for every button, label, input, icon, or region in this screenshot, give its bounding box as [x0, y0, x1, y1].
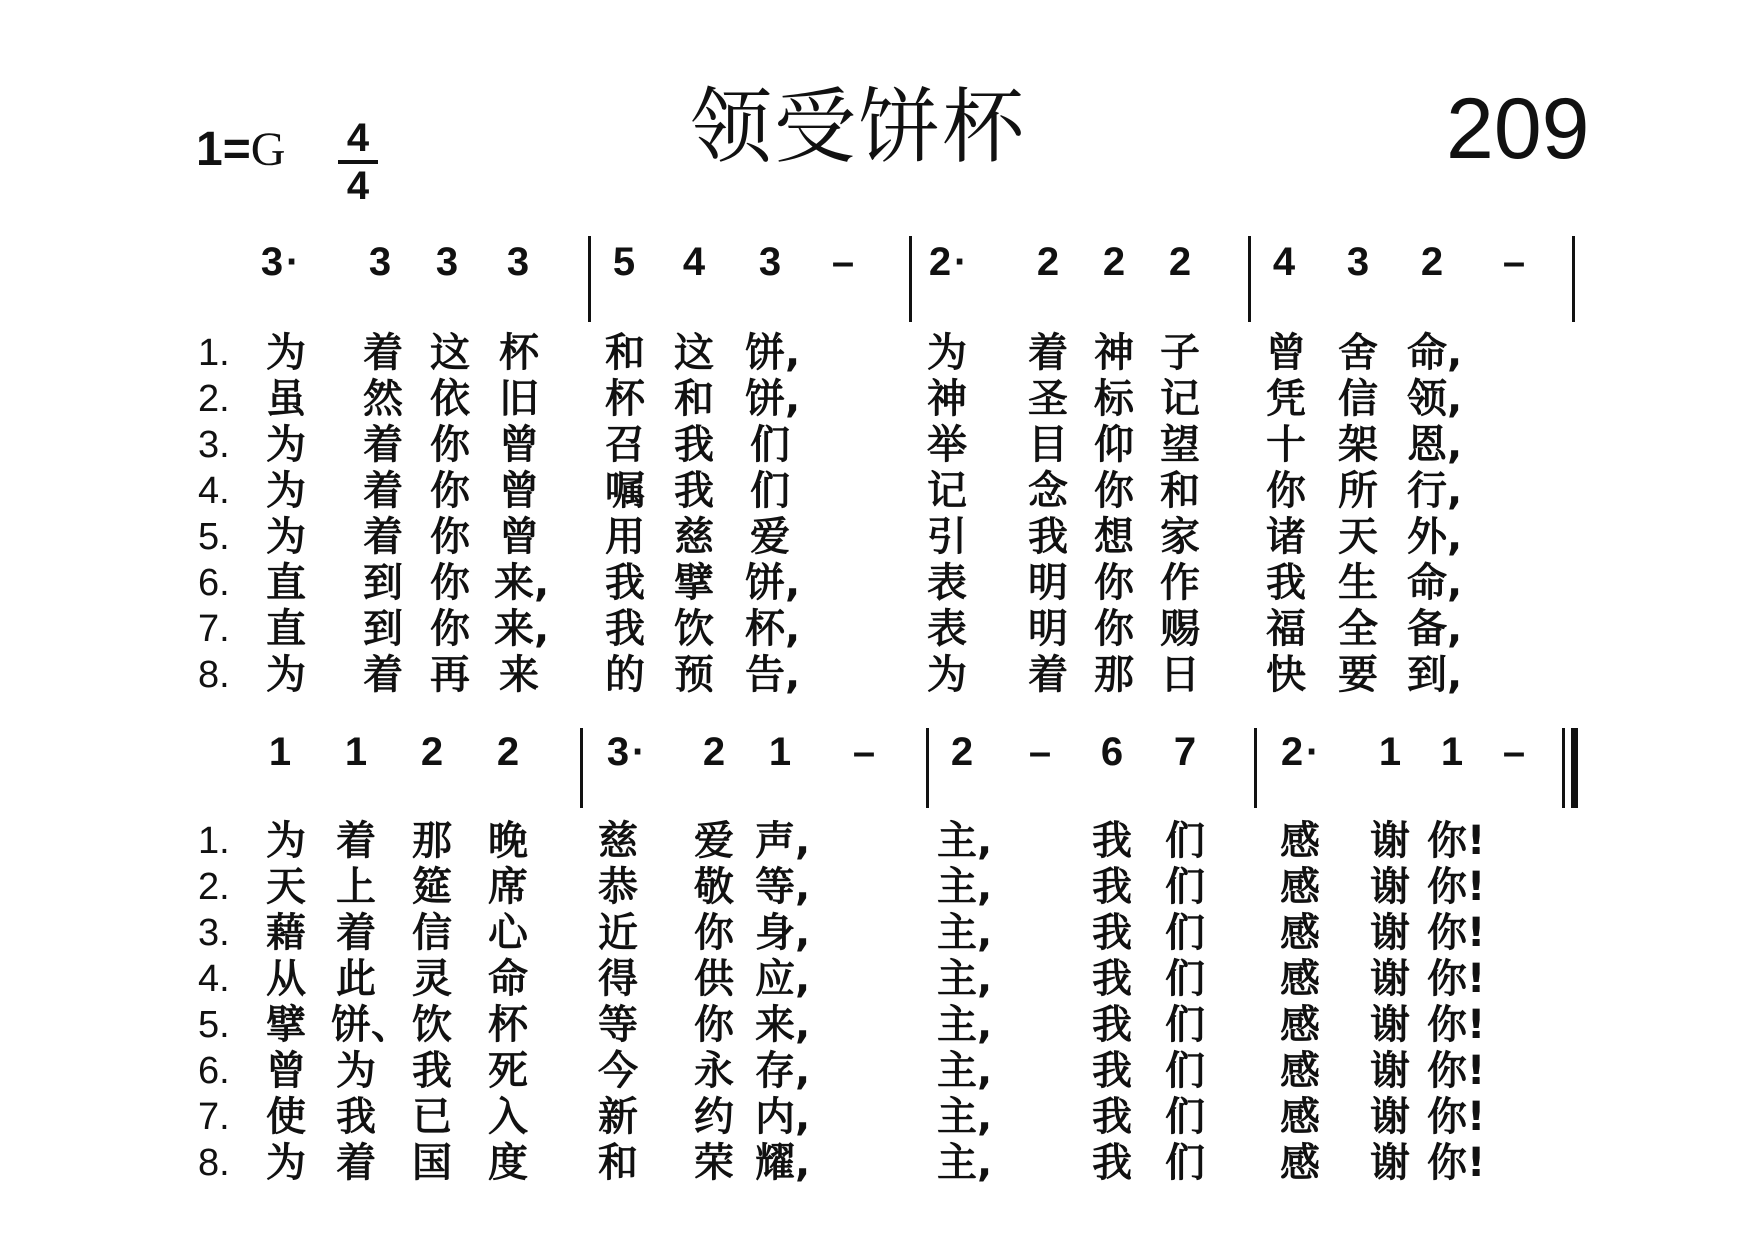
lyric-char: 杯 [499, 330, 539, 376]
lyric-char: 记 [927, 468, 967, 514]
lyric-char: 到 [363, 606, 403, 652]
augmentation-dot: · [1306, 730, 1320, 774]
lyric-char: 饼, [745, 560, 801, 606]
lyric-char: 感 [1280, 1140, 1320, 1186]
note: – [1028, 730, 1052, 774]
lyric-char: 和 [598, 1140, 638, 1186]
lyric-char: 我 [1092, 1048, 1132, 1094]
lyric-char: 爱 [694, 818, 734, 864]
lyric-char: 信 [412, 910, 452, 956]
lyric-char: 你! [1427, 956, 1486, 1002]
lyric-char: 谢 [1370, 910, 1410, 956]
verse-number: 6. [198, 562, 230, 604]
lyric-char: 谢 [1370, 956, 1410, 1002]
lyric-char: 信 [1338, 376, 1378, 422]
time-signature-top: 4 [346, 116, 370, 160]
lyric-char: 们 [1165, 1048, 1205, 1094]
note: 3 [758, 240, 782, 284]
lyric-char: 圣 [1028, 376, 1068, 422]
lyric-char: 神 [927, 376, 967, 422]
lyric-char: 擘 [674, 560, 714, 606]
lyric-char: 我 [1092, 1002, 1132, 1048]
lyric-char: 外, [1407, 514, 1463, 560]
note: – [852, 730, 876, 774]
key-prefix: 1= [196, 123, 251, 176]
lyric-char: 新 [598, 1094, 638, 1140]
note: – [1502, 730, 1526, 774]
lyric-char: 标 [1094, 376, 1134, 422]
lyric-char: 诸 [1266, 514, 1306, 560]
lyric-char: 杯 [488, 1002, 528, 1048]
lyric-char: 快 [1266, 652, 1306, 698]
note: 1 [768, 730, 792, 774]
lyric-char: 神 [1094, 330, 1134, 376]
time-signature-bottom: 4 [346, 164, 370, 208]
lyric-char: 你 [694, 1002, 734, 1048]
lyric-char: 那 [1094, 652, 1134, 698]
lyric-char: 十 [1266, 422, 1306, 468]
lyric-char: 为 [266, 818, 306, 864]
lyric-char: 饼、 [331, 1002, 411, 1048]
lyric-char: 着 [363, 330, 403, 376]
lyric-char: 你! [1427, 1002, 1486, 1048]
lyric-char: 你! [1427, 1048, 1486, 1094]
lyric-char: 感 [1280, 956, 1320, 1002]
lyric-char: 为 [927, 652, 967, 698]
lyric-char: 望 [1160, 422, 1200, 468]
lyric-char: 恩, [1407, 422, 1463, 468]
lyric-char: 表 [927, 606, 967, 652]
lyric-char: 和 [674, 376, 714, 422]
lyric-char: 备, [1407, 606, 1463, 652]
lyric-char: 内, [755, 1094, 811, 1140]
lyric-char: 主, [937, 1048, 993, 1094]
lyric-char: 感 [1280, 1002, 1320, 1048]
lyric-char: 到, [1407, 652, 1463, 698]
lyric-char: 天 [1338, 514, 1378, 560]
lyric-char: 感 [1280, 1094, 1320, 1140]
lyric-char: 供 [694, 956, 734, 1002]
lyric-char: 们 [1165, 956, 1205, 1002]
note: 3 [435, 240, 459, 284]
lyric-char: 你 [430, 606, 470, 652]
lyric-char: 们 [1165, 1094, 1205, 1140]
lyric-char: 曾 [1266, 330, 1306, 376]
note: 2 [950, 730, 974, 774]
key-letter: G [250, 123, 286, 176]
lyric-char: 念 [1028, 468, 1068, 514]
lyric-char: 筵 [412, 864, 452, 910]
lyric-char: 表 [927, 560, 967, 606]
lyric-char: 我 [1092, 910, 1132, 956]
lyric-char: 这 [430, 330, 470, 376]
lyric-char: 我 [674, 422, 714, 468]
verse-number: 1. [198, 332, 230, 374]
note: 7 [1173, 730, 1197, 774]
lyric-char: 上 [336, 864, 376, 910]
note: 6 [1100, 730, 1124, 774]
key-signature [196, 122, 285, 177]
lyric-char: 着 [336, 910, 376, 956]
lyric-char: 福 [1266, 606, 1306, 652]
verse-number: 4. [198, 470, 230, 512]
lyric-char: 着 [363, 652, 403, 698]
lyric-char: 杯, [745, 606, 801, 652]
lyric-char: 旧 [499, 376, 539, 422]
verse-number: 3. [198, 424, 230, 466]
lyric-char: 谢 [1370, 1002, 1410, 1048]
lyric-char: 我 [1092, 1140, 1132, 1186]
lyric-char: 架 [1338, 422, 1378, 468]
note: 3 [606, 730, 630, 774]
lyric-char: 主, [937, 956, 993, 1002]
lyric-char: 所 [1338, 468, 1378, 514]
lyric-char: 你! [1427, 1094, 1486, 1140]
lyric-char: 引 [927, 514, 967, 560]
lyric-char: 你! [1427, 818, 1486, 864]
note: – [1502, 240, 1526, 284]
lyric-char: 曾 [499, 422, 539, 468]
lyric-char: 谢 [1370, 1140, 1410, 1186]
note: 3 [260, 240, 284, 284]
note: 5 [612, 240, 636, 284]
lyric-char: 从 [266, 956, 306, 1002]
lyric-char: 为 [266, 1140, 306, 1186]
note: 2 [1420, 240, 1444, 284]
note: 3 [1346, 240, 1370, 284]
lyric-char: 子 [1160, 330, 1200, 376]
lyric-char: 想 [1094, 514, 1134, 560]
note: 2 [702, 730, 726, 774]
lyric-char: 荣 [694, 1140, 734, 1186]
lyric-char: 你 [430, 560, 470, 606]
lyric-char: 心 [488, 910, 528, 956]
lyric-char: 存, [755, 1048, 811, 1094]
lyric-char: 生 [1338, 560, 1378, 606]
lyric-char: 作 [1160, 560, 1200, 606]
lyric-char: 我 [1092, 818, 1132, 864]
lyric-char: 预 [674, 652, 714, 698]
note: 1 [1440, 730, 1464, 774]
barline [588, 236, 591, 322]
lyric-char: 们 [750, 422, 790, 468]
lyric-char: 为 [266, 422, 306, 468]
lyric-char: 我 [336, 1094, 376, 1140]
lyric-char: 和 [605, 330, 645, 376]
lyric-char: 记 [1160, 376, 1200, 422]
lyric-char: 声, [755, 818, 811, 864]
lyric-char: 来 [499, 652, 539, 698]
hymn-number: 209 [1446, 81, 1590, 177]
lyric-char: 晚 [488, 818, 528, 864]
lyric-char: 感 [1280, 910, 1320, 956]
lyric-char: 你! [1427, 864, 1486, 910]
lyric-char: 此 [336, 956, 376, 1002]
lyric-char: 召 [605, 422, 645, 468]
lyric-char: 着 [336, 1140, 376, 1186]
lyric-char: 你 [430, 468, 470, 514]
lyric-char: 仰 [1094, 422, 1134, 468]
lyric-char: 我 [412, 1048, 452, 1094]
lyric-char: 为 [266, 652, 306, 698]
augmentation-dot: · [286, 240, 300, 284]
lyric-char: 我 [1028, 514, 1068, 560]
barline [580, 728, 583, 808]
lyric-char: 灵 [412, 956, 452, 1002]
time-signature [338, 118, 378, 206]
note: 4 [682, 240, 706, 284]
lyric-char: 爱 [750, 514, 790, 560]
lyric-char: 着 [363, 514, 403, 560]
lyric-char: 我 [674, 468, 714, 514]
lyric-char: 主, [937, 1140, 993, 1186]
lyric-char: 等, [755, 864, 811, 910]
lyric-char: 感 [1280, 818, 1320, 864]
lyric-char: 着 [1028, 330, 1068, 376]
lyric-char: 要 [1338, 652, 1378, 698]
hymn-title: 领受饼杯 [690, 80, 1027, 175]
note: – [831, 240, 855, 284]
lyric-char: 主, [937, 864, 993, 910]
lyric-char: 到 [363, 560, 403, 606]
lyric-char: 命, [1407, 560, 1463, 606]
lyric-char: 来, [755, 1002, 811, 1048]
note: 1 [1378, 730, 1402, 774]
lyric-char: 曾 [266, 1048, 306, 1094]
lyric-char: 们 [750, 468, 790, 514]
lyric-char: 的 [605, 652, 645, 698]
lyric-char: 来, [494, 606, 550, 652]
verse-number: 2. [198, 866, 230, 908]
lyric-char: 再 [430, 652, 470, 698]
barline [1254, 728, 1257, 808]
lyric-char: 感 [1280, 864, 1320, 910]
verse-number: 5. [198, 516, 230, 558]
lyric-char: 为 [266, 514, 306, 560]
double-barline-thick [1571, 728, 1578, 808]
lyric-char: 谢 [1370, 818, 1410, 864]
lyric-char: 藉 [266, 910, 306, 956]
lyric-char: 我 [1092, 956, 1132, 1002]
lyric-char: 命, [1407, 330, 1463, 376]
note: 3 [368, 240, 392, 284]
lyric-char: 家 [1160, 514, 1200, 560]
lyric-char: 曾 [499, 514, 539, 560]
lyric-char: 们 [1165, 1140, 1205, 1186]
lyric-char: 约 [694, 1094, 734, 1140]
verse-number: 2. [198, 378, 230, 420]
lyric-char: 慈 [674, 514, 714, 560]
lyric-char: 着 [336, 818, 376, 864]
lyric-char: 我 [1266, 560, 1306, 606]
lyric-char: 和 [1160, 468, 1200, 514]
verse-number: 8. [198, 654, 230, 696]
lyric-char: 着 [363, 468, 403, 514]
lyric-char: 天 [266, 864, 306, 910]
lyric-char: 为 [266, 330, 306, 376]
lyric-char: 你 [1094, 560, 1134, 606]
lyric-char: 着 [1028, 652, 1068, 698]
note: 2 [496, 730, 520, 774]
lyric-char: 命 [488, 956, 528, 1002]
note: 2 [928, 240, 952, 284]
lyric-char: 入 [488, 1094, 528, 1140]
lyric-char: 近 [598, 910, 638, 956]
lyric-char: 目 [1028, 422, 1068, 468]
lyric-char: 饼, [745, 376, 801, 422]
lyric-char: 赐 [1160, 606, 1200, 652]
lyric-char: 为 [927, 330, 967, 376]
lyric-char: 着 [363, 422, 403, 468]
lyric-char: 今 [598, 1048, 638, 1094]
lyric-char: 虽 [266, 376, 306, 422]
verse-number: 7. [198, 1096, 230, 1138]
lyric-char: 度 [488, 1140, 528, 1186]
lyric-char: 你 [694, 910, 734, 956]
note: 2 [1280, 730, 1304, 774]
lyric-char: 你 [1266, 468, 1306, 514]
lyric-char: 等 [598, 1002, 638, 1048]
lyric-char: 们 [1165, 864, 1205, 910]
lyric-char: 感 [1280, 1048, 1320, 1094]
lyric-char: 直 [266, 560, 306, 606]
note: 2 [1168, 240, 1192, 284]
lyric-char: 举 [927, 422, 967, 468]
note: 2 [1102, 240, 1126, 284]
lyric-char: 我 [1092, 864, 1132, 910]
lyric-char: 杯 [605, 376, 645, 422]
lyric-char: 永 [694, 1048, 734, 1094]
lyric-char: 这 [674, 330, 714, 376]
verse-number: 7. [198, 608, 230, 650]
lyric-char: 饮 [674, 606, 714, 652]
lyric-char: 你 [1094, 468, 1134, 514]
lyric-char: 谢 [1370, 1048, 1410, 1094]
lyric-char: 耀, [755, 1140, 811, 1186]
lyric-char: 饮 [412, 1002, 452, 1048]
lyric-char: 主, [937, 910, 993, 956]
lyric-char: 身, [755, 910, 811, 956]
note: 4 [1272, 240, 1296, 284]
lyric-char: 领, [1407, 376, 1463, 422]
lyric-char: 国 [412, 1140, 452, 1186]
augmentation-dot: · [954, 240, 968, 284]
lyric-char: 主, [937, 1094, 993, 1140]
lyric-char: 为 [266, 468, 306, 514]
verse-number: 4. [198, 958, 230, 1000]
lyric-char: 你 [1094, 606, 1134, 652]
lyric-char: 们 [1165, 910, 1205, 956]
lyric-char: 死 [488, 1048, 528, 1094]
lyric-char: 应, [755, 956, 811, 1002]
verse-number: 8. [198, 1142, 230, 1184]
note: 2 [420, 730, 444, 774]
lyric-char: 你! [1427, 1140, 1486, 1186]
barline [1248, 236, 1251, 322]
lyric-char: 全 [1338, 606, 1378, 652]
double-barline-thin [1562, 728, 1565, 808]
lyric-char: 然 [363, 376, 403, 422]
lyric-char: 们 [1165, 818, 1205, 864]
lyric-char: 得 [598, 956, 638, 1002]
barline [1572, 236, 1575, 322]
lyric-char: 为 [336, 1048, 376, 1094]
lyric-char: 饼, [745, 330, 801, 376]
verse-number: 6. [198, 1050, 230, 1092]
lyric-char: 你 [430, 514, 470, 560]
lyric-char: 使 [266, 1094, 306, 1140]
lyric-char: 来, [494, 560, 550, 606]
lyric-char: 主, [937, 1002, 993, 1048]
lyric-char: 你 [430, 422, 470, 468]
lyric-char: 嘱 [605, 468, 645, 514]
lyric-char: 席 [488, 864, 528, 910]
lyric-char: 明 [1028, 606, 1068, 652]
barline [926, 728, 929, 808]
lyric-char: 告, [745, 652, 801, 698]
lyric-char: 们 [1165, 1002, 1205, 1048]
barline [909, 236, 912, 322]
lyric-char: 擘 [266, 1002, 306, 1048]
lyric-char: 那 [412, 818, 452, 864]
note: 3 [506, 240, 530, 284]
lyric-char: 恭 [598, 864, 638, 910]
lyric-char: 用 [605, 514, 645, 560]
lyric-char: 曾 [499, 468, 539, 514]
lyric-char: 行, [1407, 468, 1463, 514]
lyric-char: 依 [430, 376, 470, 422]
lyric-char: 凭 [1266, 376, 1306, 422]
lyric-char: 谢 [1370, 1094, 1410, 1140]
lyric-char: 直 [266, 606, 306, 652]
lyric-char: 慈 [598, 818, 638, 864]
note: 2 [1036, 240, 1060, 284]
note: 1 [268, 730, 292, 774]
lyric-char: 明 [1028, 560, 1068, 606]
lyric-char: 已 [412, 1094, 452, 1140]
lyric-char: 舍 [1338, 330, 1378, 376]
note: 1 [344, 730, 368, 774]
verse-number: 3. [198, 912, 230, 954]
lyric-char: 主, [937, 818, 993, 864]
lyric-char: 日 [1160, 652, 1200, 698]
verse-number: 5. [198, 1004, 230, 1046]
lyric-char: 你! [1427, 910, 1486, 956]
lyric-char: 谢 [1370, 864, 1410, 910]
lyric-char: 敬 [694, 864, 734, 910]
lyric-char: 我 [1092, 1094, 1132, 1140]
verse-number: 1. [198, 820, 230, 862]
lyric-char: 我 [605, 560, 645, 606]
lyric-char: 我 [605, 606, 645, 652]
augmentation-dot: · [632, 730, 646, 774]
